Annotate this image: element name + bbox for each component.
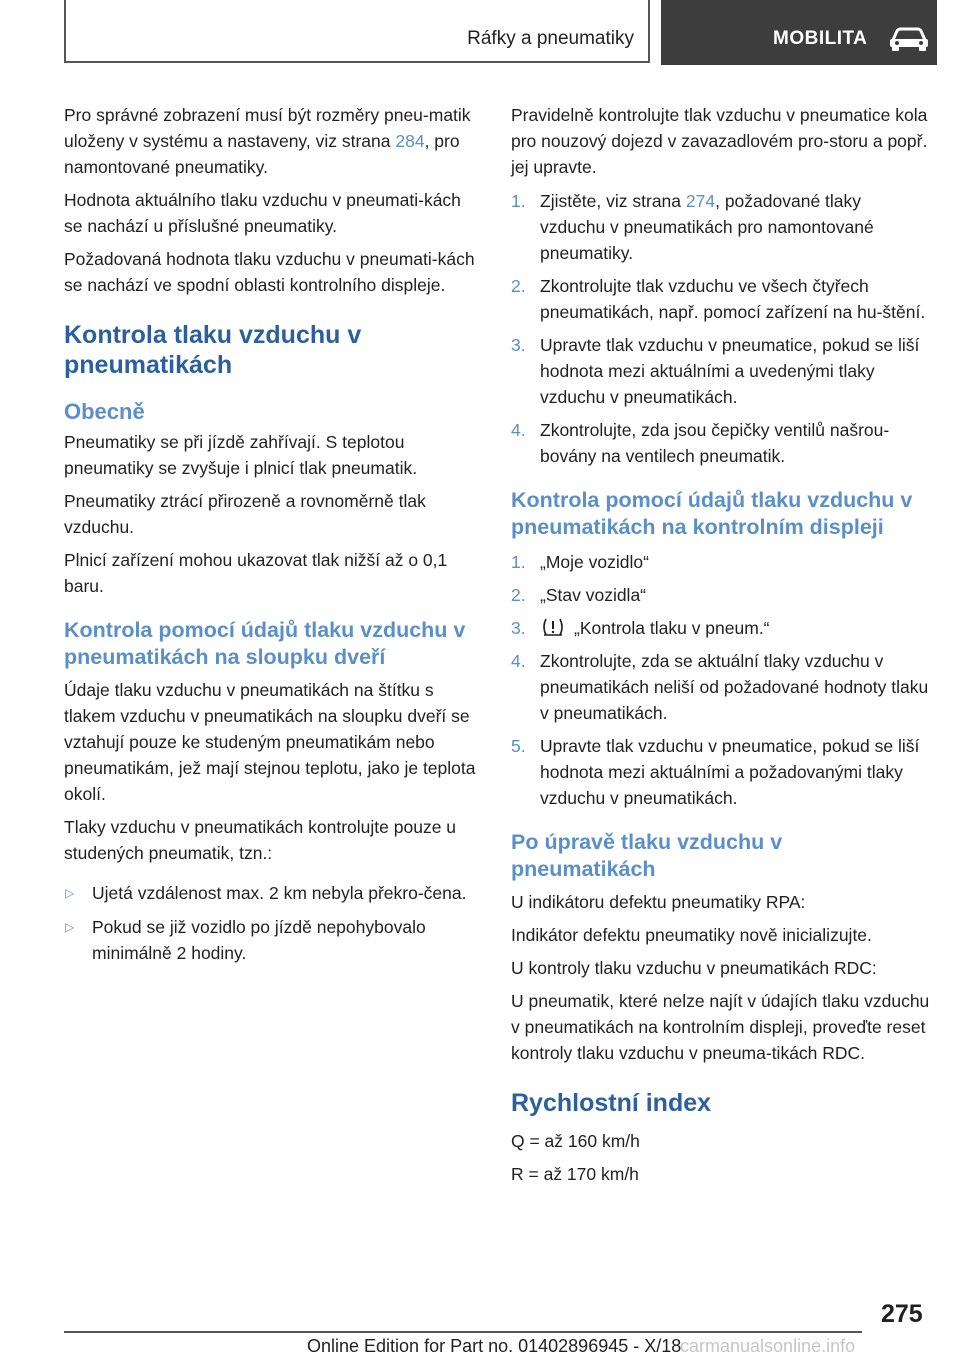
list-item-text: Ujetá vzdálenost max. 2 km nebyla překro‐čena. (92, 883, 467, 903)
step-text: Zkontrolujte, zda se aktuální tlaky vzduchu v pneumatikách neliší od požadované hodnoty tlaku v pneumatikách. (540, 651, 929, 723)
left-column (64, 102, 484, 974)
page-link[interactable]: 284 (395, 131, 425, 151)
paragraph (64, 102, 484, 180)
edition-text: Online Edition for Part no. 01402896945 - X/18 (307, 1336, 682, 1356)
step-text: „Moje vozidlo“ (540, 552, 649, 572)
paragraph: R = až 170 km/h (511, 1164, 639, 1184)
step-number: 4. (511, 420, 526, 440)
paragraph: Tlaky vzduchu v pneumatikách kontrolujte pouze u studených pneumatik, tzn.: (64, 817, 457, 863)
list-item (64, 880, 484, 906)
triangle-bullet-icon: ▷ (65, 886, 75, 900)
text: , pro namontované pneumatiky. (64, 131, 460, 177)
tire-pressure-icon (540, 616, 566, 638)
list-item (511, 549, 931, 575)
paragraph: U pneumatik, které nelze najít v údajích tlaku vzduchu v pneumatikách na kontrolním displeji, proveďte reset kontroly tlaku vzduchu v pneuma‐tikách RDC. (511, 991, 930, 1063)
footer-divider (64, 1331, 862, 1333)
section-heading: Kontrola tlaku vzduchu v pneumatikách (64, 321, 362, 379)
list-item-text: Pokud se již vozidlo po jízdě nepohybovalo minimálně 2 hodiny. (92, 917, 426, 963)
subsection-heading: Kontrola pomocí údajů tlaku vzduchu v pneumatikách na sloupku dveří (64, 618, 466, 669)
steps-list (511, 549, 931, 811)
bullet-list (64, 880, 484, 966)
section-title-frame (64, 0, 650, 63)
paragraph: Pneumatiky ztrácí přirozeně a rovnoměrně tlak vzduchu. (64, 491, 426, 537)
list-item (511, 332, 931, 410)
section-title: Ráfky a pneumatiky (467, 28, 634, 49)
subsection-heading: Kontrola pomocí údajů tlaku vzduchu v pneumatikách na kontrolním displeji (511, 488, 913, 539)
step-text: Zkontrolujte, zda jsou čepičky ventilů našrou‐bovány na ventilech pneumatik. (540, 420, 890, 466)
paragraph: Indikátor defektu pneumatiky nově inicializujte. (511, 925, 872, 945)
step-text: „Stav vozidla“ (540, 585, 647, 605)
subsection-heading: Po úpravě tlaku vzduchu v pneumatikách (511, 830, 783, 881)
car-icon (887, 26, 931, 52)
subsection-heading: Obecně (64, 399, 145, 424)
paragraph: Plnicí zařízení mohou ukazovat tlak nižší až o 0,1 baru. (64, 550, 448, 596)
watermark: carmanualsonline.info (680, 1336, 856, 1356)
text: Zjistěte, viz strana (540, 191, 686, 211)
steps-list (511, 188, 931, 469)
text: Pro správné zobrazení musí být rozměry pneu‐matik uloženy v systému a nastaveny, viz strana (64, 105, 471, 151)
step-text: Zkontrolujte tlak vzduchu ve všech čtyřech pneumatikách, např. pomocí zařízení na hu‐štění. (540, 276, 926, 322)
paragraph: Pravidelně kontrolujte tlak vzduchu v pneumatice kola pro nouzový dojezd v zavazadlovém pro‐storu a popř. jej upravte. (511, 105, 928, 177)
chapter-tab-label: MOBILITA (773, 28, 868, 49)
paragraph: Hodnota aktuálního tlaku vzduchu v pneumati‐kách se nachází u příslušné pneumatiky. (64, 190, 461, 236)
list-item (511, 417, 931, 469)
page-link[interactable]: 274 (685, 191, 716, 211)
page-header (0, 0, 960, 65)
paragraph: Požadovaná hodnota tlaku vzduchu v pneumati‐kách se nachází ve spodní oblasti kontrolního displeje. (64, 249, 475, 295)
paragraph: Q = až 160 km/h (511, 1131, 640, 1151)
step-number: 4. (511, 651, 526, 671)
list-item (64, 914, 484, 966)
chapter-tab (661, 0, 937, 65)
paragraph: U kontroly tlaku vzduchu v pneumatikách RDC: (511, 958, 877, 978)
step-text: Upravte tlak vzduchu v pneumatice, pokud se liší hodnota mezi aktuálními a uvedenými tlaky vzduchu v pneumatikách. (540, 335, 920, 407)
step-text: „Kontrola tlaku v pneum.“ (574, 618, 770, 638)
paragraph: U indikátoru defektu pneumatiky RPA: (511, 892, 806, 912)
step-number: 1. (511, 191, 526, 211)
paragraph: Pneumatiky se při jízdě zahřívají. S teplotou pneumatiky se zvyšuje i plnicí tlak pneumatik. (64, 432, 418, 478)
list-item (511, 733, 931, 811)
step-number: 3. (511, 335, 526, 355)
list-item (511, 582, 931, 608)
step-number: 2. (511, 276, 526, 296)
list-item (511, 188, 931, 266)
list-item (511, 648, 931, 726)
text: , požadované tlaky vzduchu v pneumatikách pro namontované pneumatiky. (540, 191, 874, 263)
step-number: 3. (511, 618, 526, 638)
triangle-bullet-icon: ▷ (65, 920, 75, 934)
right-column (511, 102, 931, 1194)
step-number: 2. (511, 585, 526, 605)
list-item (511, 273, 931, 325)
list-item (511, 615, 931, 641)
page-number: 275 (881, 1300, 923, 1328)
step-number: 1. (511, 552, 526, 572)
section-heading: Rychlostní index (511, 1089, 712, 1117)
step-text: Upravte tlak vzduchu v pneumatice, pokud se liší hodnota mezi aktuálními a požadovanými tlaky vzduchu v pneumatikách. (540, 736, 920, 808)
paragraph: Údaje tlaku vzduchu v pneumatikách na štítku s tlakem vzduchu v pneumatikách na sloupku dveří se vztahují pouze ke studeným pneumatikám nebo pneumatikám, jež mají stejnou teplotu, jako je teplota okolí. (64, 680, 476, 804)
step-number: 5. (511, 736, 526, 756)
